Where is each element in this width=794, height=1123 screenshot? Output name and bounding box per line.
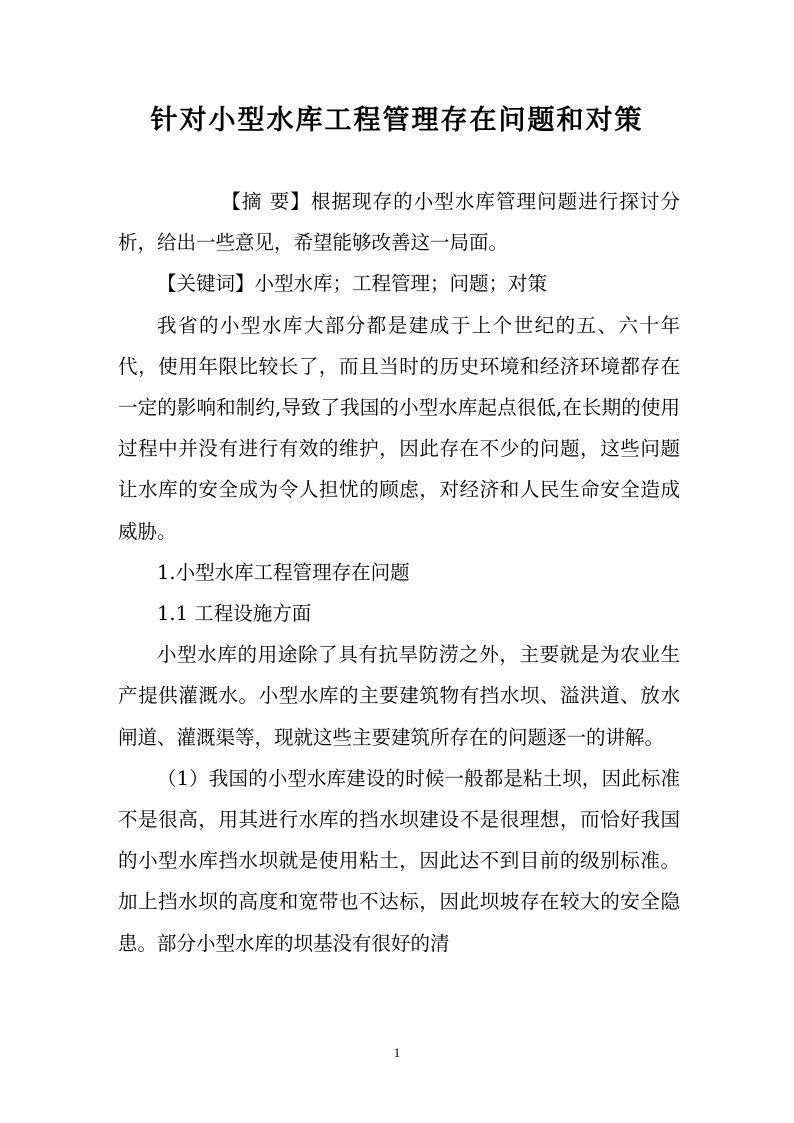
body-paragraph: 小型水库的用途除了具有抗旱防涝之外，主要就是为农业生产提供灌溉水。小型水库的主要建筑物有挡水坝、溢洪道、放水闸道、灌溉渠等，现就这些主要建筑所存在的问题逐一的讲解。 bbox=[118, 643, 680, 749]
subsection-heading-1-1: 1.1 工程设施方面 bbox=[157, 602, 312, 626]
intro-paragraph: 我省的小型水库大部分都是建成于上个世纪的五、六十年代，使用年限比较长了，而且当时的历史环境和经济环境都存在一定的影响和制约,导致了我国的小型水库起点很低,在长期的使用过程中并没有进行有效的维护，因此存在不少的问题，这些问题让水库的安全成为令人担忧的顾虑，对经济和人民生命安全造成威胁。 bbox=[118, 313, 680, 543]
body-paragraph-item-1: （1）我国的小型水库建设的时候一般都是粘土坝，因此标准不是很高，用其进行水库的挡水坝建设不是很理想，而恰好我国的小型水库挡水坝就是使用粘土，因此达不到目前的级别标准。加上挡水坝的高度和宽带也不达标，因此坝坡存在较大的安全隐患。部分小型水库的坝基没有很好的清 bbox=[118, 766, 680, 955]
document-title: 针对小型水库工程管理存在问题和对策 bbox=[150, 105, 644, 136]
keywords-paragraph: 【关键词】小型水库；工程管理；问题；对策 bbox=[157, 272, 548, 296]
page-number: 1 bbox=[393, 1045, 401, 1060]
abstract-paragraph: 【摘 要】根据现存的小型水库管理问题进行探讨分析，给出一些意见，希望能够改善这一局面。 bbox=[118, 190, 680, 255]
section-heading-1: 1.小型水库工程管理存在问题 bbox=[157, 560, 410, 584]
document-body bbox=[118, 181, 680, 964]
